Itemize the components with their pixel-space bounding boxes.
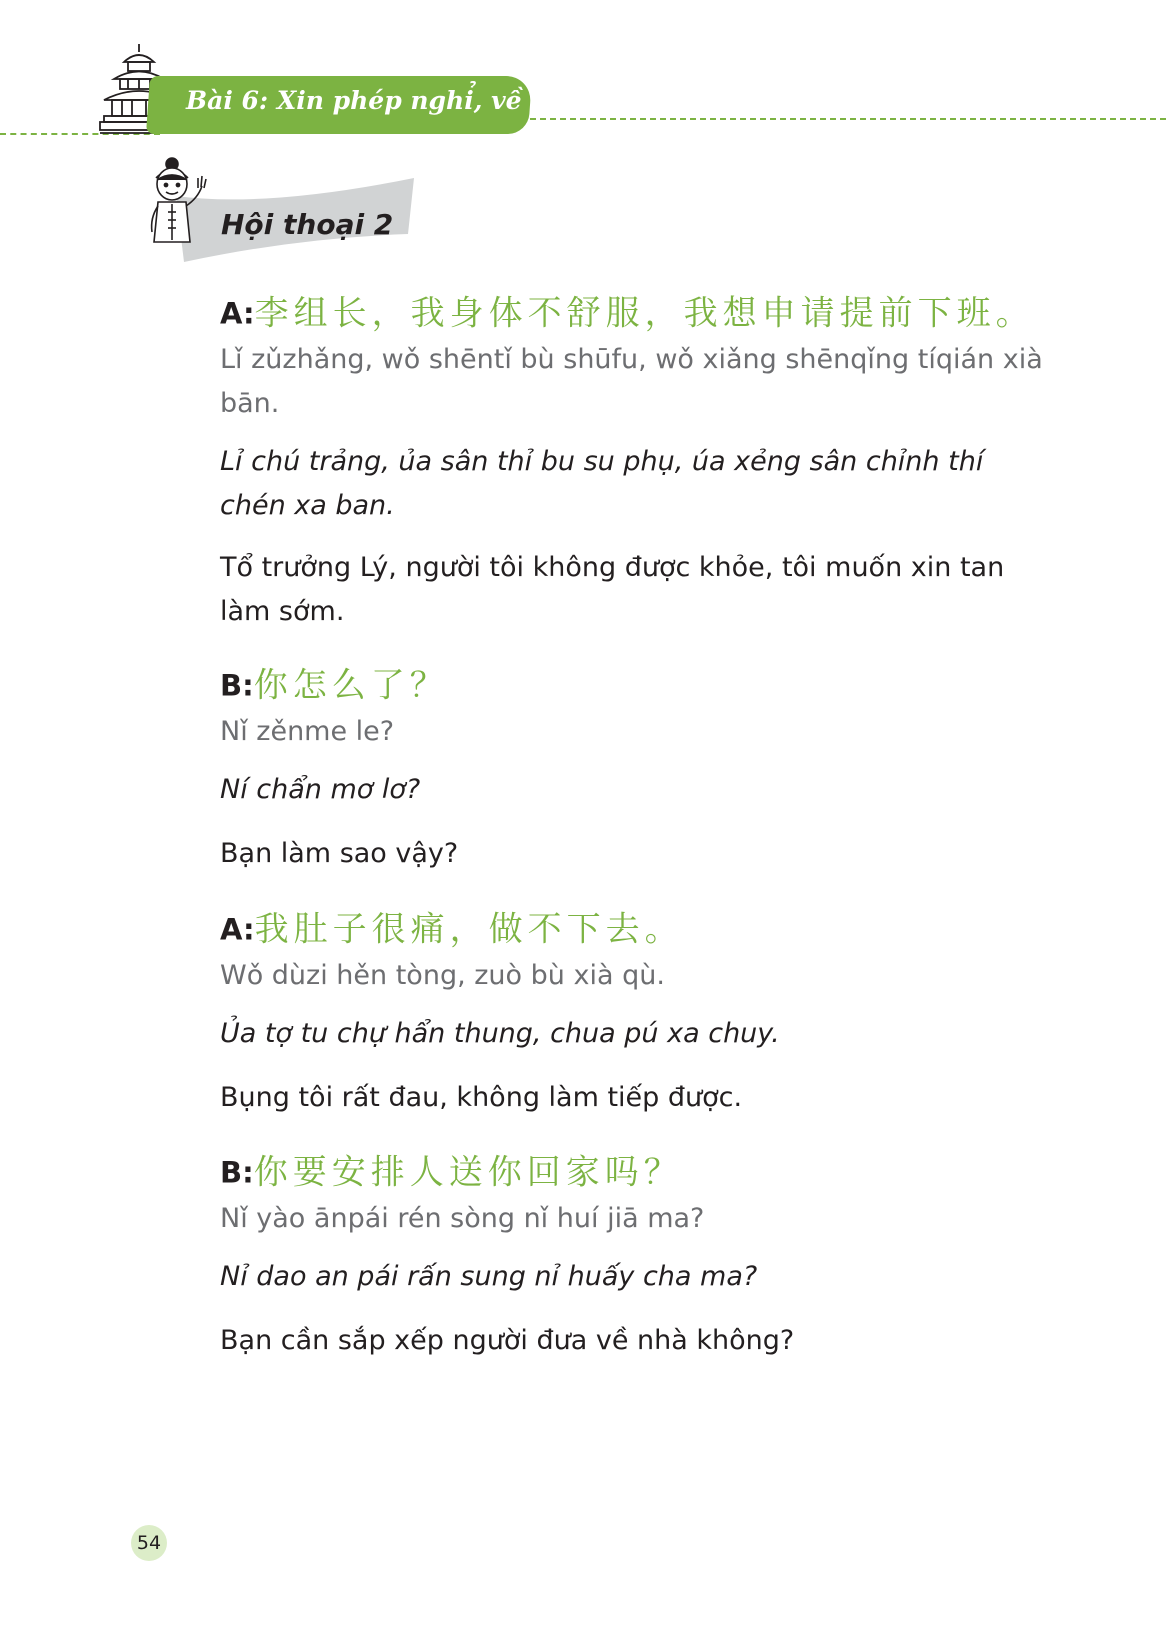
- chinese-line: [220, 660, 1050, 710]
- dialogue-turn-1: [220, 288, 1050, 634]
- translation-text: Bụng tôi rất đau, không làm tiếp được.: [220, 1082, 743, 1113]
- speaker-label: A:: [220, 296, 255, 331]
- chinese-text: 你要安排人送你回家吗？: [253, 1152, 683, 1193]
- translation-text: Bạn làm sao vậy?: [220, 838, 459, 869]
- chinese-text: 我肚子很痛，做不下去。: [254, 909, 684, 950]
- dialogue-turn-4: [220, 1147, 1050, 1363]
- header-divider-right: [530, 118, 1166, 120]
- chinese-text: 你怎么了？: [253, 665, 449, 706]
- translation-text: Bạn cần sắp xếp người đưa về nhà không?: [220, 1325, 795, 1356]
- translation-text: Tổ trưởng Lý, người tôi không được khỏe, tôi muốn xin tan làm sớm.: [220, 552, 1005, 627]
- dialogue-turn-3: [220, 904, 1050, 1120]
- phonetic-text: Ní chẩn mơ lơ?: [220, 774, 421, 805]
- waving-person-icon: [142, 152, 218, 248]
- phonetic-text: Ủa tợ tu chự hẩn thung, chua pú xa chuy.: [220, 1018, 780, 1049]
- speaker-label: A:: [220, 912, 255, 947]
- speaker-label: B:: [220, 1155, 254, 1190]
- lesson-title: Bài 6: Xin phép nghỉ, về sớm: [186, 86, 588, 115]
- chinese-line: [220, 904, 1050, 954]
- pinyin-text: Nǐ zěnme le?: [220, 716, 395, 747]
- pinyin-text: Nǐ yào ānpái rén sòng nǐ huí jiā ma?: [220, 1203, 705, 1234]
- chinese-text: 李组长，我身体不舒服，我想申请提前下班。: [254, 293, 1035, 334]
- phonetic-text: Lỉ chú trảng, ủa sân thỉ bu su phụ, úa xẻng sân chỉnh thí chén xa ban.: [220, 446, 984, 521]
- pinyin-text: Lǐ zǔzhǎng, wǒ shēntǐ bù shūfu, wǒ xiǎng shēnqǐng tíqián xià bān.: [220, 344, 1043, 419]
- speaker-label: B:: [220, 668, 254, 703]
- dialogue-turn-2: [220, 660, 1050, 876]
- pinyin-text: Wǒ dùzi hěn tòng, zuò bù xià qù.: [220, 960, 665, 991]
- section-title: Hội thoại 2: [221, 208, 394, 241]
- page-number: 54: [136, 1532, 162, 1554]
- chinese-line: [220, 1147, 1050, 1197]
- phonetic-text: Nỉ dao an pái rấn sung nỉ huấy cha ma?: [220, 1261, 758, 1292]
- chinese-line: [220, 288, 1050, 338]
